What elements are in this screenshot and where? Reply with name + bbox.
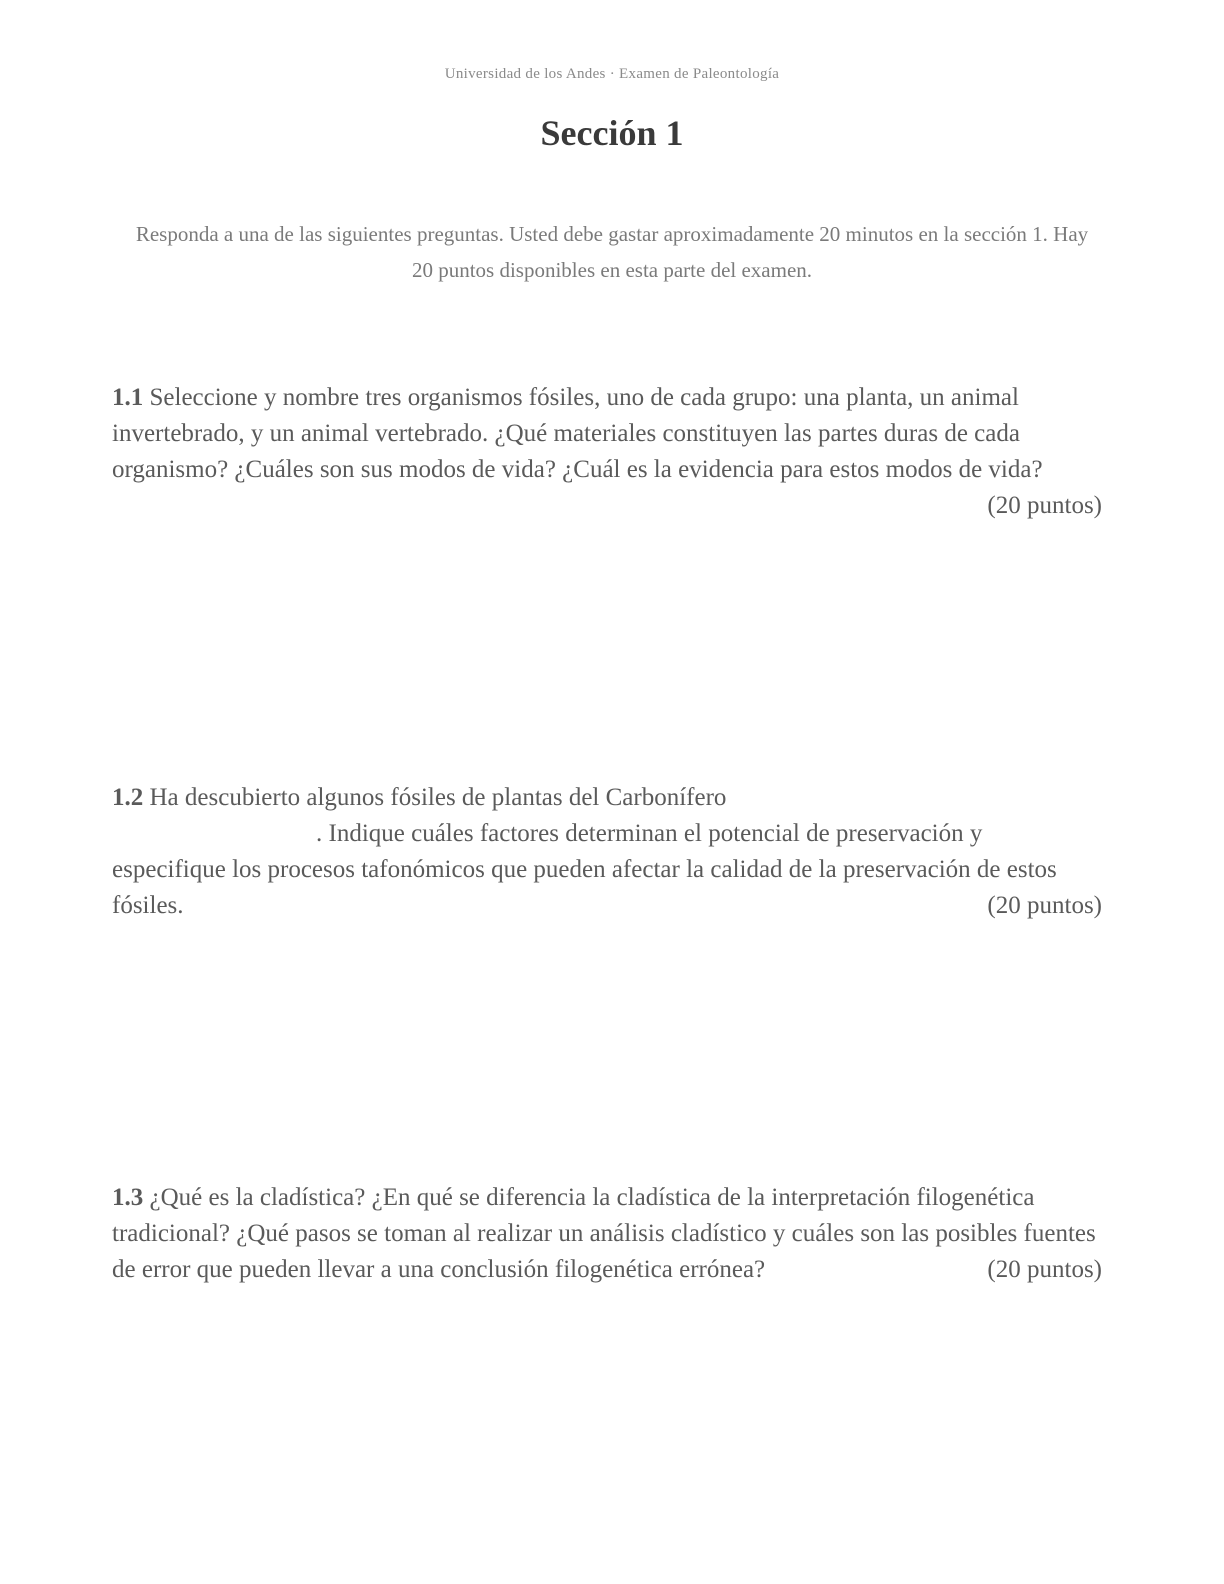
question-points: (20 puntos) <box>987 1256 1102 1283</box>
question-points: (20 puntos) <box>987 892 1102 919</box>
page-header: Universidad de los Andes · Examen de Paleontología <box>444 66 780 82</box>
question-number: 1.2 <box>112 784 144 811</box>
question-text: ¿Qué es la cladística? ¿En qué se diferencia la cladística de la interpretación filogenética tradicional? ¿Qué pasos se toman al realizar un análisis cladístico y cuáles son las posibles fuentes de error que pueden llevar a una conclusión filogenética errónea? <box>112 1184 1096 1283</box>
question-1-1 <box>112 380 1102 524</box>
section-title: Sección 1 <box>540 113 684 153</box>
question-text-part-a: Ha descubierto algunos fósiles de plantas del Carbonífero <box>149 784 727 811</box>
question-number: 1.3 <box>112 1184 144 1211</box>
question-text: Seleccione y nombre tres organismos fósiles, uno de cada grupo: una planta, un animal invertebrado, y un animal vertebrado. ¿Qué materiales constituyen las partes duras de cada organismo? ¿Cuáles son sus modos de vida? ¿Cuál es la evidencia para estos modos de vida? <box>112 384 1043 483</box>
question-1-3 <box>112 1180 1102 1288</box>
question-1-2 <box>112 780 1102 924</box>
question-points: (20 puntos) <box>987 492 1102 519</box>
question-number: 1.1 <box>112 384 144 411</box>
question-text-part-b: . Indique cuáles factores determinan el potencial de preservación y especifique los procesos tafonómicos que pueden afectar la calidad de la preservación de estos fósiles. <box>112 820 1057 919</box>
section-instructions: Responda a una de las siguientes preguntas. Usted debe gastar aproximadamente 20 minutos en la sección 1. Hay 20 puntos disponibles en esta parte del examen. <box>135 222 1089 282</box>
